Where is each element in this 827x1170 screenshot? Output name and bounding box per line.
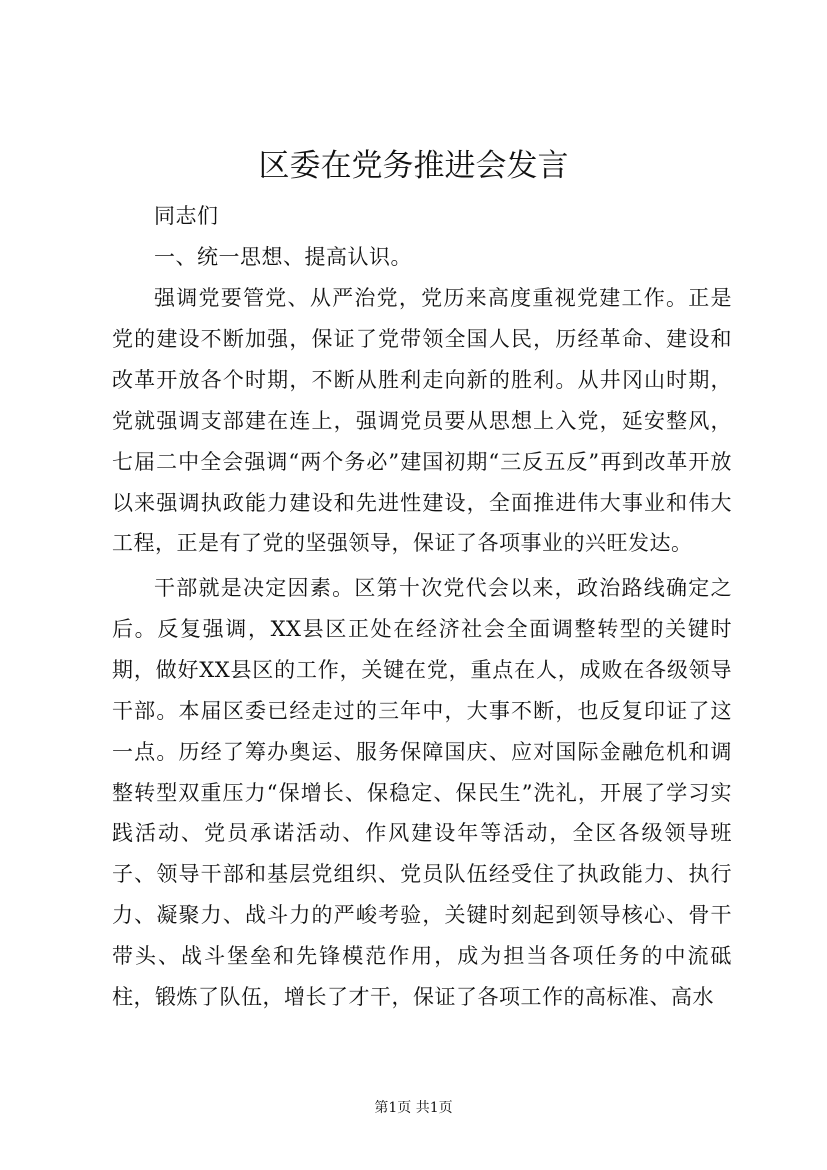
section-heading: 一、统一思想、提高认识。 <box>154 245 412 269</box>
body-paragraph-2: 干部就是决定因素。区第十次党代会以来，政治路线确定之后。反复强调，XX县区正处在经济社会全面调整转型的关键时期，做好XX县区的工作，关键在党，重点在人，成败在各级领导干部。本届区委已经走过的三年中，大事不断，也反复印证了这一点。历经了筹办奥运、服务保障国庆、应对国际金融危机和调整转型双重压力“保增长、保稳定、保民生”洗礼，开展了学习实践活动、党员承诺活动、作风建设年等活动，全区各级领导班子、领导干部和基层党组织、党员队伍经受住了执政能力、执行力、凝聚力、战斗力的严峻考验，关键时刻起到领导核心、骨干带头、战斗堡垒和先锋模范作用，成为担当各项任务的中流砥柱，锻炼了队伍，增长了才干，保证了各项工作的高标准、高水 <box>112 576 732 1010</box>
greeting-paragraph: 同志们 <box>154 204 219 228</box>
page-footer <box>0 1098 827 1118</box>
body-paragraph-1: 强调党要管党、从严治党，党历来高度重视党建工作。正是党的建设不断加强，保证了党带领全国人民，历经革命、建设和改革开放各个时期，不断从胜利走向新的胜利。从井冈山时期，党就强调支部建在连上，强调党员要从思想上入党，延安整风，七届二中全会强调“两个务必”建国初期“三反五反”再到改革开放以来强调执政能力建设和先进性建设，全面推进伟大事业和伟大工程，正是有了党的坚强领导，保证了各项事业的兴旺发达。 <box>112 286 732 556</box>
document-title: 区委在党务推进会发言 <box>258 148 569 184</box>
page-number-label: 第1页 共1页 <box>374 1100 453 1116</box>
